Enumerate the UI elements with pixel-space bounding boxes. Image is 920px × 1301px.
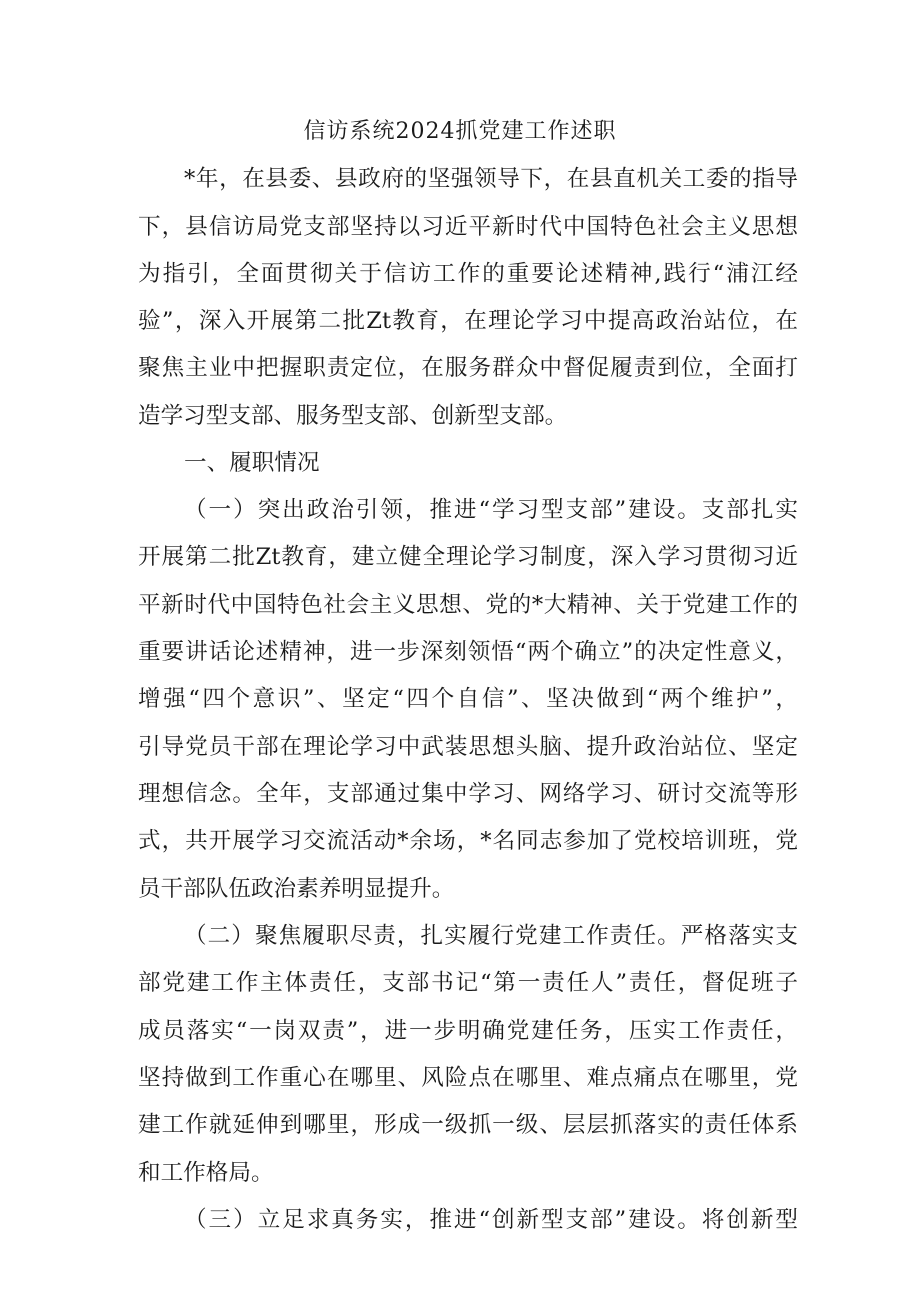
text-line: 为指引，全面贯彻关于信访工作的重要论述精神,践行“浦江经 xyxy=(138,261,798,287)
text-line: 部党建工作主体责任，支部书记“第一责任人”责任，督促班子 xyxy=(138,970,798,996)
text-line: *年，在县委、县政府的坚强领导下，在县直机关工委的指导 xyxy=(184,166,798,192)
text-line: 开展第二批Zt教育，建立健全理论学习制度，深入学习贯彻习近 xyxy=(138,544,798,570)
section-heading: 一、履职情况 xyxy=(184,450,320,476)
text-line: 聚焦主业中把握职责定位，在服务群众中督促履责到位，全面打 xyxy=(138,355,798,381)
text-line: 成员落实“一岗双责”，进一步明确党建任务，压实工作责任， xyxy=(138,1018,798,1044)
text-line: 平新时代中国特色社会主义思想、党的*大精神、关于党建工作的 xyxy=(138,592,798,618)
text-line: 理想信念。全年，支部通过集中学习、网络学习、研讨交流等形 xyxy=(138,781,798,807)
text-line: 造学习型支部、服务型支部、创新型支部。 xyxy=(138,403,568,429)
text-line: 式，共开展学习交流活动*余场，*名同志参加了党校培训班，党 xyxy=(138,828,798,854)
document-title: 信访系统2024抓党建工作述职 xyxy=(303,119,617,144)
text-line: 下，县信访局党支部坚持以习近平新时代中国特色社会主义思想 xyxy=(138,214,798,240)
text-line: （三）立足求真务实，推进“创新型支部”建设。将创新型 xyxy=(184,1207,798,1233)
text-line: （二）聚焦履职尽责，扎实履行党建工作责任。严格落实支 xyxy=(184,923,798,949)
text-line: 和工作格局。 xyxy=(138,1160,274,1186)
text-line: 验”，深入开展第二批Zt教育，在理论学习中提高政治站位，在 xyxy=(138,308,798,334)
text-line: 坚持做到工作重心在哪里、风险点在哪里、难点痛点在哪里，党 xyxy=(138,1065,798,1091)
text-line: 重要讲话论述精神，进一步深刻领悟“两个确立”的决定性意义， xyxy=(138,639,798,665)
text-line: 引导党员干部在理论学习中武装思想头脑、提升政治站位、坚定 xyxy=(138,734,798,760)
text-line: 增强“四个意识”、坚定“四个自信”、坚决做到“两个维护”， xyxy=(138,686,798,712)
text-line: 员干部队伍政治素养明显提升。 xyxy=(138,876,455,902)
text-line: （一）突出政治引领，推进“学习型支部”建设。支部扎实 xyxy=(184,497,798,523)
text-line: 建工作就延伸到哪里，形成一级抓一级、层层抓落实的责任体系 xyxy=(138,1112,798,1138)
